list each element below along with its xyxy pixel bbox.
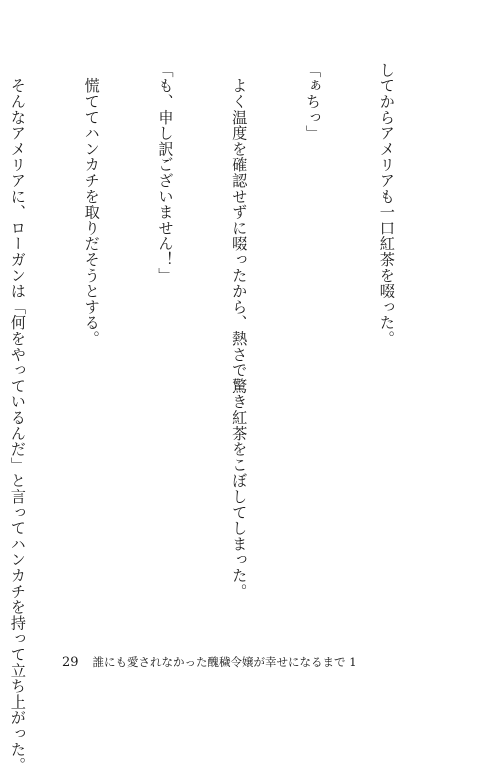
book-title: 誰にも愛されなかった醜穢令嬢が幸せになるまで 1: [92, 655, 357, 669]
text-line: よく温度を確認せずに啜ったから、熱さで驚き紅茶をこぼしてしまった。: [230, 62, 249, 600]
text-line: 「も、申し訳ございません！」: [156, 62, 175, 284]
page-footer: [62, 651, 357, 670]
page-number: 29: [62, 655, 79, 670]
text-line: そんなアメリアに、ローガンは「何をやっているんだ」と言ってハンカチを持って立ち上がった。: [8, 62, 27, 773]
text-line: してからアメリアも一口紅茶を啜った。: [377, 62, 396, 347]
text-line: 慌ててハンカチを取りだそうとする。: [82, 62, 101, 347]
text-line: 「ぁちっ」: [304, 62, 323, 141]
